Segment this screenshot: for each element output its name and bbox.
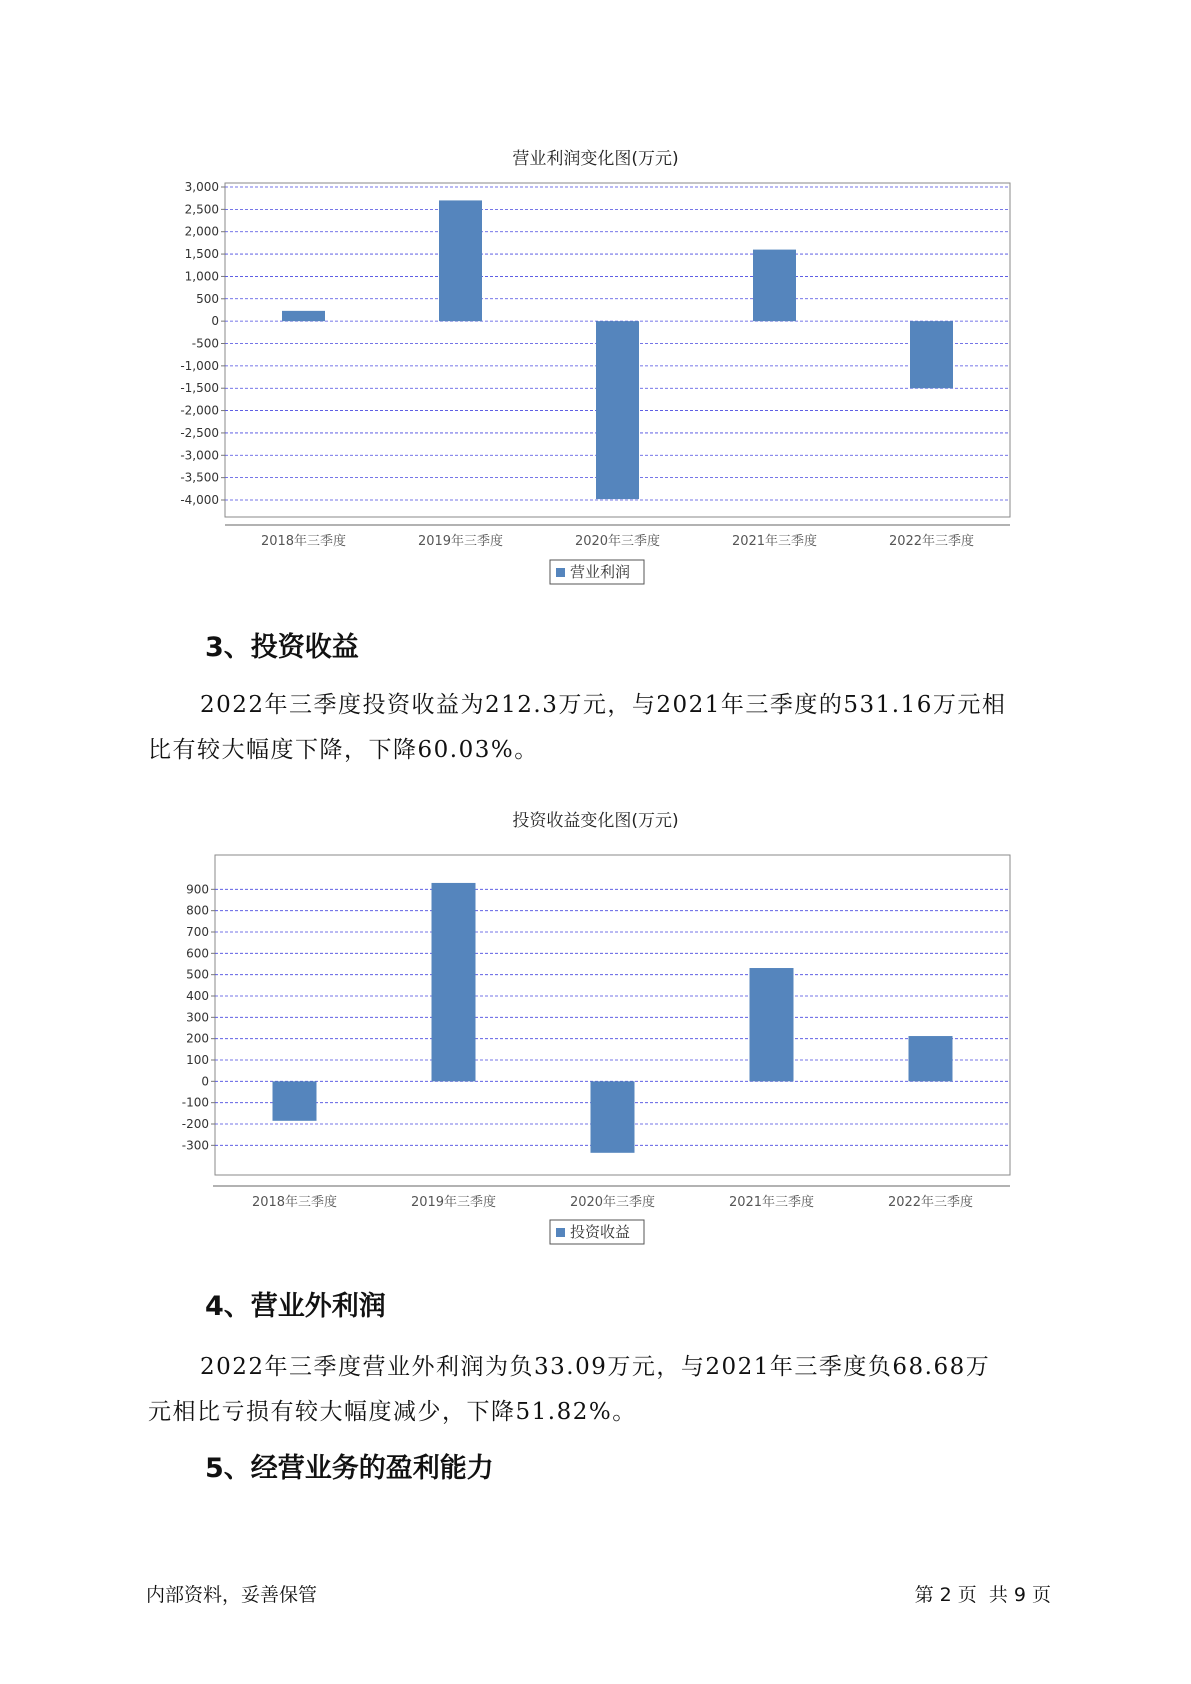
- legend-swatch: [556, 568, 565, 577]
- legend-label: 营业利润: [570, 563, 631, 581]
- bar: [909, 1036, 953, 1081]
- y-tick-label: 2,000: [184, 224, 219, 239]
- x-tick-label: 2018年三季度: [260, 534, 347, 549]
- y-tick-label: -500: [191, 336, 219, 351]
- section-3-heading: 3、投资收益: [205, 632, 359, 663]
- bar: [753, 250, 796, 322]
- section-3-line-1: 2022年三季度投资收益为212.3万元，与2021年三季度的531.16万元相: [200, 692, 1007, 718]
- x-tick-label: 2022年三季度: [887, 1195, 974, 1210]
- y-tick-label: 100: [186, 1053, 209, 1067]
- bar: [282, 311, 325, 321]
- x-tick-label: 2019年三季度: [417, 534, 504, 549]
- x-tick-label: 2020年三季度: [574, 534, 661, 549]
- y-tick-label: -100: [181, 1095, 209, 1110]
- y-tick-label: 2,500: [184, 202, 219, 217]
- footer-page-number: 第 2 页 共 9 页: [914, 1584, 1051, 1606]
- chart1-title: 营业利润变化图(万元): [512, 149, 679, 169]
- chart2-title: 投资收益变化图(万元): [512, 811, 679, 831]
- x-tick-label: 2018年三季度: [251, 1195, 338, 1210]
- y-tick-label: -2,500: [180, 425, 219, 440]
- y-tick-label: 600: [186, 946, 209, 961]
- y-tick-label: 0: [201, 1074, 209, 1089]
- y-tick-label: 3,000: [184, 180, 219, 194]
- y-tick-label: 900: [186, 882, 209, 897]
- y-tick-label: -3,000: [180, 448, 219, 463]
- section-3-line-2: 比有较大幅度下降，下降60.03%。: [148, 737, 539, 763]
- legend-label: 投资收益: [570, 1223, 631, 1241]
- y-tick-label: -1,000: [180, 358, 219, 373]
- y-tick-label: 200: [186, 1031, 209, 1046]
- section-4-line-1: 2022年三季度营业外利润为负33.09万元，与2021年三季度负68.68万: [200, 1354, 991, 1380]
- investment-income-chart: [0, 838, 1191, 1248]
- y-tick-label: -4,000: [180, 493, 219, 507]
- footer-confidential-note: 内部资料，妥善保管: [146, 1584, 318, 1606]
- x-tick-label: 2019年三季度: [410, 1195, 497, 1210]
- y-tick-label: 500: [186, 967, 209, 982]
- y-tick-label: -300: [181, 1138, 209, 1153]
- bar: [273, 1081, 317, 1120]
- bar: [596, 321, 639, 499]
- y-tick-label: -1,500: [180, 381, 219, 396]
- y-tick-label: 800: [186, 903, 209, 918]
- bar: [432, 883, 476, 1081]
- section-4-line-2: 元相比亏损有较大幅度减少，下降51.82%。: [148, 1399, 637, 1425]
- x-tick-label: 2022年三季度: [888, 534, 975, 549]
- bar: [910, 321, 953, 388]
- y-tick-label: 400: [186, 989, 209, 1003]
- legend-swatch: [556, 1228, 565, 1237]
- x-tick-label: 2021年三季度: [731, 534, 818, 549]
- y-tick-label: 500: [196, 291, 219, 306]
- bar: [439, 200, 482, 321]
- bar: [750, 968, 794, 1081]
- y-tick-label: 1,500: [184, 247, 219, 262]
- x-tick-label: 2020年三季度: [569, 1195, 656, 1210]
- y-tick-label: -2,000: [180, 403, 219, 418]
- y-tick-label: -3,500: [180, 470, 219, 485]
- section-4-heading: 4、营业外利润: [205, 1291, 386, 1322]
- y-tick-label: 0: [211, 314, 219, 329]
- section-5-heading: 5、经营业务的盈利能力: [205, 1453, 494, 1484]
- x-tick-label: 2021年三季度: [728, 1195, 815, 1210]
- y-tick-label: -200: [181, 1117, 209, 1131]
- y-tick-label: 700: [186, 925, 209, 939]
- y-tick-label: 300: [186, 1010, 209, 1025]
- y-tick-label: 1,000: [184, 269, 219, 284]
- bar: [591, 1081, 635, 1152]
- operating-profit-chart: [0, 170, 1191, 590]
